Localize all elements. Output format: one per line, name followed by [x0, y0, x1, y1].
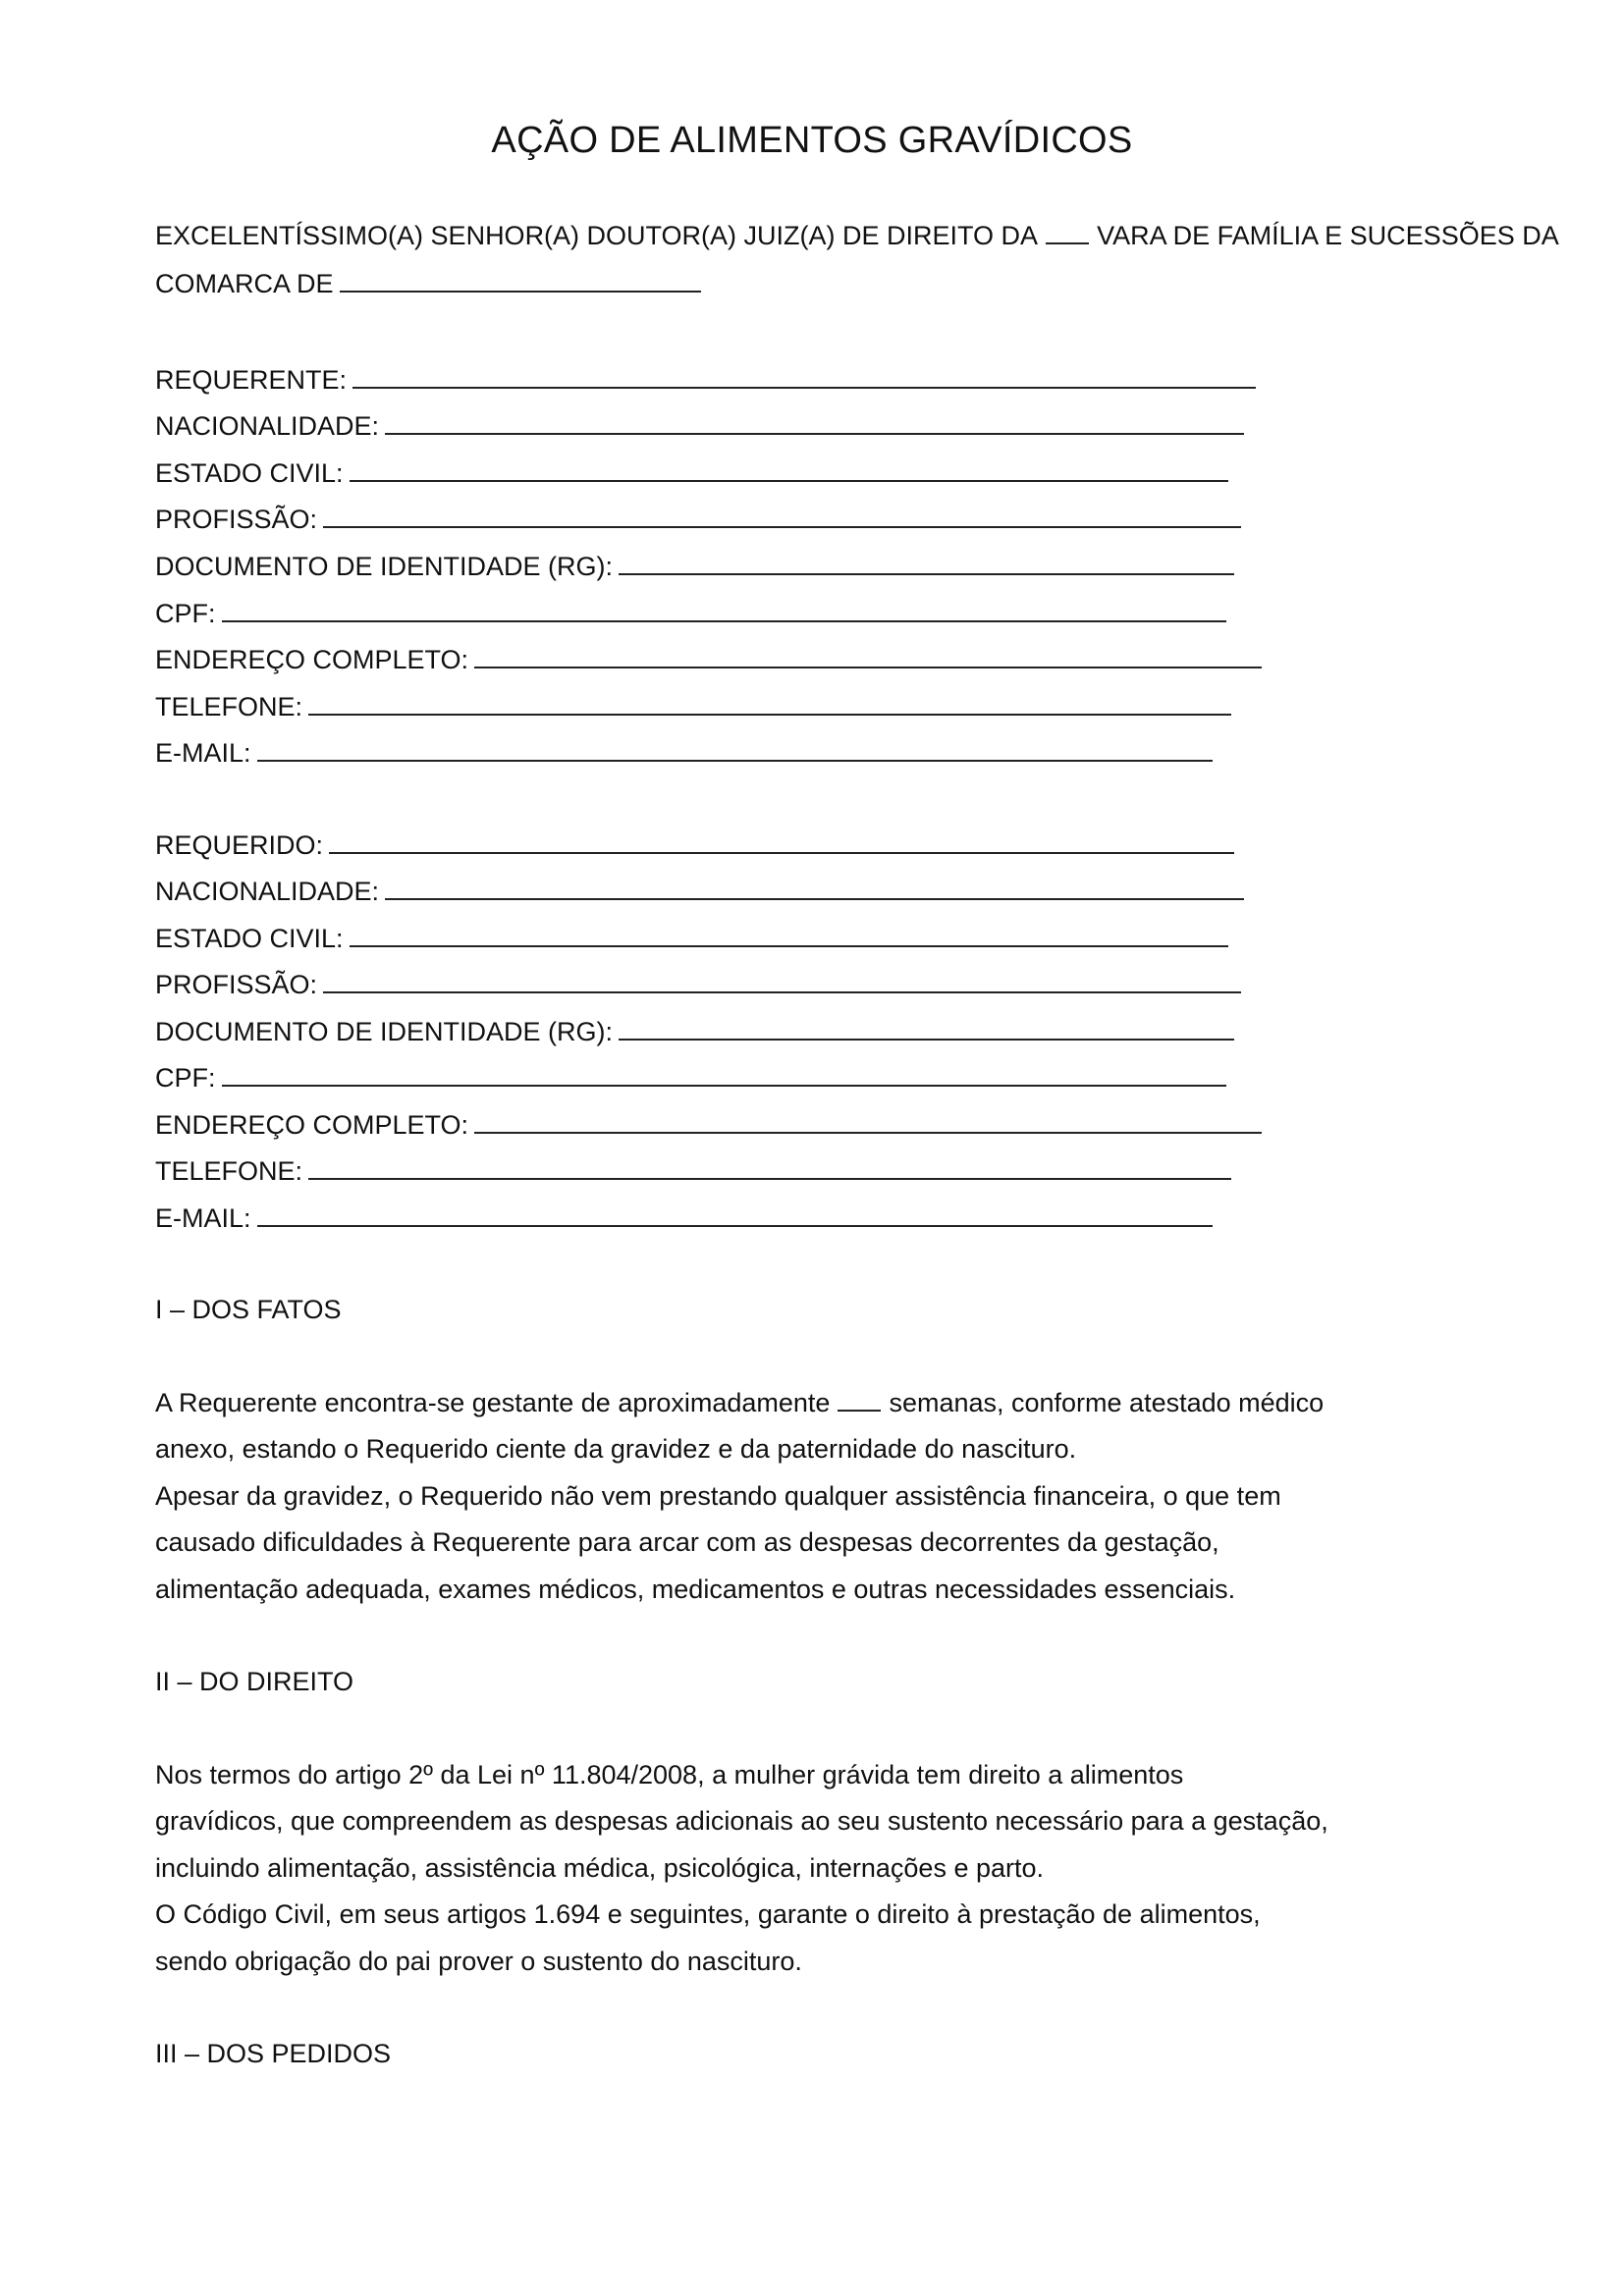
requerido-field: [155, 827, 1234, 863]
fatos-text-1b: semanas, conforme atestado médico: [889, 1388, 1325, 1417]
requerente-rg-blank[interactable]: [619, 548, 1234, 575]
fatos-paragraph-line: anexo, estando o Requerido ciente da gravidez e da paternidade do nascituro.: [155, 1434, 1077, 1464]
fatos-paragraph-line: Apesar da gravidez, o Requerido não vem prestando qualquer assistência financeira, o que tem: [155, 1481, 1281, 1511]
document-title: AÇÃO DE ALIMENTOS GRAVÍDICOS: [491, 120, 1133, 161]
requerido-email-blank[interactable]: [257, 1200, 1213, 1227]
field-label: TELEFONE:: [155, 692, 303, 721]
requerido-field: [155, 1059, 1226, 1095]
requerido-field: [155, 1106, 1262, 1143]
requerente-field: [155, 548, 1234, 584]
field-label: CPF:: [155, 1063, 216, 1093]
field-label: REQUERIDO:: [155, 830, 324, 860]
field-label: CPF:: [155, 599, 216, 628]
header-line-1: [155, 218, 1559, 253]
semanas-blank[interactable]: [838, 1386, 881, 1412]
field-label: DOCUMENTO DE IDENTIDADE (RG):: [155, 552, 614, 581]
requerido-profissao-blank[interactable]: [323, 966, 1241, 993]
requerente-field: [155, 595, 1226, 631]
direito-paragraph-line: Nos termos do artigo 2º da Lei nº 11.804/2008, a mulher grávida tem direito a alimentos: [155, 1760, 1184, 1789]
field-label: NACIONALIDADE:: [155, 877, 380, 906]
requerido-telefone-blank[interactable]: [308, 1152, 1231, 1180]
header-line-2: [155, 265, 701, 301]
fatos-paragraph-line: alimentação adequada, exames médicos, medicamentos e outras necessidades essenciais.: [155, 1575, 1236, 1604]
requerente-field: [155, 501, 1241, 537]
requerente-email-blank[interactable]: [257, 734, 1213, 762]
fatos-paragraph-line: [155, 1385, 1324, 1420]
requerido-field: [155, 920, 1228, 956]
field-label: E-MAIL:: [155, 1203, 251, 1233]
field-label: TELEFONE:: [155, 1156, 303, 1186]
vara-number-blank[interactable]: [1046, 219, 1089, 244]
requerente-field: [155, 734, 1213, 771]
requerente-field: [155, 688, 1231, 724]
requerente-nacionalidade-blank[interactable]: [385, 407, 1244, 435]
field-label: ENDEREÇO COMPLETO:: [155, 645, 469, 674]
requerente-estado-civil-blank[interactable]: [350, 454, 1228, 482]
field-label: E-MAIL:: [155, 738, 251, 768]
field-label: ESTADO CIVIL:: [155, 924, 344, 953]
direito-paragraph-line: incluindo alimentação, assistência médica, psicológica, internações e parto.: [155, 1853, 1045, 1883]
section-heading-direito: II – DO DIREITO: [155, 1667, 354, 1696]
requerido-field: [155, 1013, 1234, 1049]
requerido-estado-civil-blank[interactable]: [350, 920, 1228, 947]
requerido-field: [155, 966, 1241, 1002]
requerido-field: [155, 873, 1244, 909]
direito-paragraph-line: gravídicos, que compreendem as despesas adicionais ao seu sustento necessário para a gestação,: [155, 1806, 1328, 1836]
requerente-telefone-blank[interactable]: [308, 688, 1231, 716]
requerido-field: [155, 1200, 1213, 1236]
requerente-field: [155, 454, 1228, 491]
direito-paragraph-line: sendo obrigação do pai prover o sustento do nascituro.: [155, 1947, 802, 1976]
fatos-text-1a: A Requerente encontra-se gestante de aproximadamente: [155, 1388, 831, 1417]
requerido-rg-blank[interactable]: [619, 1013, 1234, 1041]
requerente-field: [155, 407, 1244, 444]
requerente-field: [155, 641, 1262, 677]
header-text-1b: VARA DE FAMÍLIA E SUCESSÕES DA: [1097, 221, 1559, 250]
direito-paragraph-line: O Código Civil, em seus artigos 1.694 e seguintes, garante o direito à prestação de alimentos,: [155, 1899, 1261, 1929]
requerido-endereco-blank[interactable]: [474, 1106, 1262, 1134]
field-label: DOCUMENTO DE IDENTIDADE (RG):: [155, 1017, 614, 1046]
requerido-field: [155, 1152, 1231, 1189]
requerente-name-blank[interactable]: [352, 361, 1256, 389]
header-text-1a: EXCELENTÍSSIMO(A) SENHOR(A) DOUTOR(A) JUIZ(A) DE DIREITO DA: [155, 221, 1039, 250]
field-label: REQUERENTE:: [155, 365, 348, 395]
section-heading-fatos: I – DOS FATOS: [155, 1295, 342, 1324]
field-label: PROFISSÃO:: [155, 970, 318, 999]
requerente-cpf-blank[interactable]: [222, 595, 1226, 622]
comarca-blank[interactable]: [340, 265, 701, 293]
field-label: ESTADO CIVIL:: [155, 458, 344, 488]
section-heading-pedidos: III – DOS PEDIDOS: [155, 2039, 392, 2068]
field-label: NACIONALIDADE:: [155, 411, 380, 441]
requerente-field: [155, 361, 1256, 398]
requerido-cpf-blank[interactable]: [222, 1059, 1226, 1087]
comarca-label: COMARCA DE: [155, 269, 334, 298]
fatos-paragraph-line: causado dificuldades à Requerente para arcar com as despesas decorrentes da gestação,: [155, 1527, 1219, 1557]
requerente-profissao-blank[interactable]: [323, 501, 1241, 528]
requerido-nacionalidade-blank[interactable]: [385, 873, 1244, 900]
field-label: ENDEREÇO COMPLETO:: [155, 1110, 469, 1140]
field-label: PROFISSÃO:: [155, 505, 318, 534]
requerente-endereco-blank[interactable]: [474, 641, 1262, 668]
requerido-name-blank[interactable]: [329, 827, 1234, 854]
